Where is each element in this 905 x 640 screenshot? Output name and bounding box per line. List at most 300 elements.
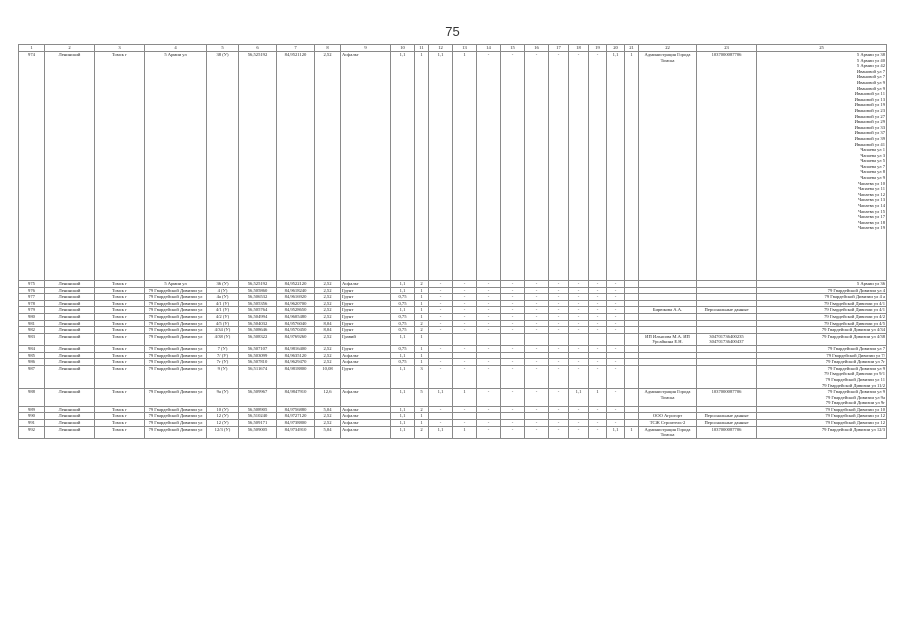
value-cell: - — [549, 320, 569, 327]
row-number: 977 — [19, 294, 45, 301]
area: 2,52 — [315, 307, 341, 314]
value-cell: - — [525, 281, 549, 288]
value-cell: - — [477, 365, 501, 388]
owner — [639, 320, 697, 327]
value-cell: - — [477, 420, 501, 427]
value-cell — [589, 352, 607, 359]
address-line: 79 Гвардейской Дивизии ул 4/1 — [824, 300, 885, 306]
table-body — [19, 52, 887, 439]
column-number: 18 — [569, 45, 589, 52]
value-cell: - — [429, 406, 453, 413]
value-cell: - — [569, 300, 589, 307]
address-line: Чапаева ул 10 — [858, 180, 885, 186]
owner: Администрация Города Томска — [639, 52, 697, 281]
area: 8,04 — [315, 320, 341, 327]
owner: ИП Ильясова М.А. ИП Урсайкина Е.Н. — [639, 333, 697, 345]
house-number: 4 (У) — [207, 287, 239, 294]
owner-id — [697, 352, 757, 359]
value-cell: - — [453, 294, 477, 301]
value-cell: - — [525, 359, 549, 366]
value-cell: 1,1 — [391, 333, 415, 345]
address-line: Ивановой ул 37 — [854, 130, 885, 136]
value-cell: 1,1 — [391, 389, 415, 407]
address-line: Чапаева ул 8 — [860, 169, 885, 175]
value-cell — [525, 333, 549, 345]
latitude: 56,510240 — [239, 413, 277, 420]
address-line: Ивановой ул 39 — [854, 135, 885, 141]
street: 79 Гвардейской Дивизии ул — [145, 320, 207, 327]
value-cell — [625, 287, 639, 294]
value-cell: - — [453, 359, 477, 366]
value-cell: - — [429, 327, 453, 334]
value-cell: - — [607, 300, 625, 307]
area: 2,52 — [315, 333, 341, 345]
value-cell: - — [477, 406, 501, 413]
value-cell — [625, 333, 639, 345]
longitude: 84,9847910 — [277, 389, 315, 407]
addresses — [757, 307, 887, 314]
value-cell: 0,75 — [391, 359, 415, 366]
value-cell: - — [589, 313, 607, 320]
area: 2,52 — [315, 52, 341, 281]
owner — [639, 365, 697, 388]
value-cell: - — [453, 281, 477, 288]
value-cell: - — [569, 426, 589, 438]
surface-type: Грунт — [341, 320, 391, 327]
row-number: 982 — [19, 327, 45, 334]
value-cell: 1 — [415, 313, 429, 320]
latitude: 56,511674 — [239, 365, 277, 388]
value-cell — [625, 406, 639, 413]
table-row — [19, 300, 887, 307]
address-line: 79 Гвардейской Дивизии ул 12 — [825, 420, 885, 426]
address-line: 79 Гвардейской Дивизии ул 4/34 — [821, 327, 885, 333]
value-cell: 1 — [415, 287, 429, 294]
value-cell: - — [429, 307, 453, 314]
address-line: 79 Гвардейской Дивизии ул 7г — [825, 359, 885, 365]
district: Ленинский — [45, 294, 95, 301]
addresses — [757, 300, 887, 307]
value-cell — [525, 352, 549, 359]
value-cell: - — [569, 307, 589, 314]
area: 5,04 — [315, 406, 341, 413]
address-line: Ивановой ул 23 — [854, 107, 885, 113]
latitude: 56,504032 — [239, 320, 277, 327]
street: 79 Гвардейской Дивизии ул — [145, 359, 207, 366]
street: 79 Гвардейской Дивизии ул — [145, 389, 207, 407]
value-cell: 1 — [415, 359, 429, 366]
latitude: 56,507107 — [239, 345, 277, 352]
addresses — [757, 359, 887, 366]
value-cell: 1,1 — [391, 420, 415, 427]
value-cell: - — [477, 327, 501, 334]
column-number: 2 — [45, 45, 95, 52]
value-cell: 1,1 — [391, 352, 415, 359]
value-cell: - — [453, 307, 477, 314]
column-number: 21 — [625, 45, 639, 52]
value-cell: - — [477, 287, 501, 294]
longitude: 84,9616920 — [277, 294, 315, 301]
house-number: 4/2 (У) — [207, 313, 239, 320]
value-cell: - — [607, 281, 625, 288]
address-line: 79 Гвардейской Дивизии ул 4/2 — [824, 313, 885, 319]
surface-type: Грунт — [341, 287, 391, 294]
value-cell: - — [549, 359, 569, 366]
value-cell — [607, 333, 625, 345]
value-cell: - — [453, 300, 477, 307]
latitude: 56,504994 — [239, 313, 277, 320]
city: Томск г — [95, 327, 145, 334]
city: Томск г — [95, 320, 145, 327]
address-line: Ивановой ул 9 — [856, 85, 885, 91]
row-number: 976 — [19, 287, 45, 294]
longitude: 84,9605480 — [277, 313, 315, 320]
table-row — [19, 359, 887, 366]
owner-id — [697, 313, 757, 320]
value-cell — [625, 294, 639, 301]
value-cell: - — [429, 294, 453, 301]
value-cell: - — [525, 426, 549, 438]
owner-id — [697, 287, 757, 294]
column-number: 5 — [207, 45, 239, 52]
latitude: 56,525192 — [239, 281, 277, 288]
surface-type: Асфальт — [341, 352, 391, 359]
value-cell: - — [501, 389, 525, 407]
addresses — [757, 345, 887, 352]
address-line: 79 Гвардейской Дивизии ул 11/2 — [821, 382, 885, 388]
value-cell: 1,1 — [569, 389, 589, 407]
address-line: 5 Армии ул 40 — [856, 57, 885, 63]
house-number: 4а (У) — [207, 294, 239, 301]
value-cell — [453, 413, 477, 420]
value-cell: 2 — [415, 406, 429, 413]
value-cell: - — [607, 406, 625, 413]
district: Ленинский — [45, 426, 95, 438]
column-number: 10 — [391, 45, 415, 52]
value-cell: 1 — [415, 300, 429, 307]
value-cell — [453, 352, 477, 359]
surface-type: Асфальт — [341, 406, 391, 413]
value-cell: - — [589, 320, 607, 327]
address-line: 79 Гвардейской Дивизии ул 12 — [825, 413, 885, 419]
value-cell: - — [549, 327, 569, 334]
value-cell: - — [477, 320, 501, 327]
value-cell: - — [477, 345, 501, 352]
address-line: Чапаева ул 15 — [858, 208, 885, 214]
district: Ленинский — [45, 327, 95, 334]
value-cell: - — [569, 365, 589, 388]
district: Ленинский — [45, 389, 95, 407]
address-line: Чапаева ул 7 — [860, 163, 885, 169]
row-number: 985 — [19, 352, 45, 359]
value-cell: - — [501, 287, 525, 294]
owner — [639, 281, 697, 288]
column-number: 6 — [239, 45, 277, 52]
value-cell: - — [525, 389, 549, 407]
latitude: 56,508905 — [239, 406, 277, 413]
addresses — [757, 52, 887, 281]
longitude: 84,9738800 — [277, 420, 315, 427]
owner-id: 1037000087706 — [697, 426, 757, 438]
row-number: 988 — [19, 389, 45, 407]
value-cell: - — [501, 359, 525, 366]
value-cell: 2 — [415, 426, 429, 438]
surface-type: Асфальт — [341, 359, 391, 366]
longitude: 84,9816400 — [277, 345, 315, 352]
value-cell: - — [501, 294, 525, 301]
value-cell: - — [477, 294, 501, 301]
value-cell — [625, 420, 639, 427]
address-line: Ивановой ул 19 — [854, 102, 885, 108]
value-cell — [625, 327, 639, 334]
value-cell: - — [569, 327, 589, 334]
address-line: 79 Гвардейской Дивизии ул 11 — [825, 376, 885, 382]
street: 79 Гвардейской Дивизии ул — [145, 287, 207, 294]
column-number: 15 — [501, 45, 525, 52]
city: Томск г — [95, 359, 145, 366]
area: 2,52 — [315, 352, 341, 359]
address-line: 79 Гвардейской Дивизии ул 9 — [827, 365, 885, 371]
house-number: 4/34 (У) — [207, 327, 239, 334]
owner-id: 1037000087706 — [697, 389, 757, 407]
value-cell: - — [569, 313, 589, 320]
value-cell: - — [549, 345, 569, 352]
area: 2,52 — [315, 281, 341, 288]
value-cell: - — [477, 359, 501, 366]
address-line: 79 Гвардейской Дивизии ул 7/ — [826, 352, 885, 358]
value-cell: - — [549, 313, 569, 320]
owner: Бирюкова А.А. — [639, 307, 697, 314]
surface-type: Грунт — [341, 300, 391, 307]
addresses — [757, 313, 887, 320]
table-row — [19, 294, 887, 301]
addresses — [757, 320, 887, 327]
owner — [639, 406, 697, 413]
value-cell: 1 — [625, 52, 639, 281]
house-number: 4/1 (У) — [207, 300, 239, 307]
owner — [639, 352, 697, 359]
street: 79 Гвардейской Дивизии ул — [145, 420, 207, 427]
surface-type: Грунт — [341, 313, 391, 320]
value-cell: 1 — [415, 52, 429, 281]
value-cell: 2 — [415, 320, 429, 327]
register-table — [18, 44, 887, 439]
value-cell: - — [453, 313, 477, 320]
value-cell — [625, 313, 639, 320]
city: Томск г — [95, 52, 145, 281]
column-number: 14 — [477, 45, 501, 52]
owner-id: 1037000087706 — [697, 52, 757, 281]
row-number: 978 — [19, 300, 45, 307]
value-cell: - — [607, 365, 625, 388]
value-cell — [549, 413, 569, 420]
column-number: 16 — [525, 45, 549, 52]
city: Томск г — [95, 307, 145, 314]
value-cell: - — [607, 345, 625, 352]
value-cell: - — [501, 281, 525, 288]
district: Ленинский — [45, 281, 95, 288]
value-cell: - — [607, 307, 625, 314]
value-cell: - — [429, 320, 453, 327]
city: Томск г — [95, 313, 145, 320]
address-line: Ивановой ул 33 — [854, 124, 885, 130]
city: Томск г — [95, 420, 145, 427]
value-cell: - — [477, 52, 501, 281]
value-cell: 1 — [415, 294, 429, 301]
address-line: 5 Армии ул 36 — [856, 281, 885, 286]
address-line: Чапаева ул 17 — [858, 214, 885, 220]
address-line: Чапаева ул 18 — [858, 219, 885, 225]
street: 79 Гвардейской Дивизии ул — [145, 294, 207, 301]
value-cell: - — [501, 365, 525, 388]
latitude: 56,506532 — [239, 294, 277, 301]
value-cell: - — [501, 406, 525, 413]
owner-id — [697, 345, 757, 352]
table-row — [19, 365, 887, 388]
value-cell — [549, 333, 569, 345]
district: Ленинский — [45, 413, 95, 420]
value-cell: - — [569, 281, 589, 288]
addresses — [757, 327, 887, 334]
value-cell: - — [453, 327, 477, 334]
row-number: 987 — [19, 365, 45, 388]
area: 2,52 — [315, 345, 341, 352]
value-cell — [501, 413, 525, 420]
value-cell: 1 — [453, 389, 477, 407]
value-cell: - — [549, 281, 569, 288]
address-line: 79 Гвардейской Дивизии ул 4/38 — [821, 333, 885, 339]
value-cell: - — [607, 359, 625, 366]
value-cell: 1 — [589, 389, 607, 407]
latitude: 56,508322 — [239, 333, 277, 345]
value-cell: - — [589, 287, 607, 294]
value-cell: 1,1 — [391, 426, 415, 438]
row-number: 991 — [19, 420, 45, 427]
value-cell: - — [569, 420, 589, 427]
owner-id — [697, 406, 757, 413]
house-number: 4/1 (У) — [207, 307, 239, 314]
house-number: 7 (У) — [207, 345, 239, 352]
area: 5,04 — [315, 426, 341, 438]
surface-type: Грунт — [341, 294, 391, 301]
value-cell: - — [569, 52, 589, 281]
value-cell: - — [569, 287, 589, 294]
longitude: 84,9576040 — [277, 320, 315, 327]
column-number: 20 — [607, 45, 625, 52]
owner: ООО Агрогорт — [639, 413, 697, 420]
longitude: 84,9570450 — [277, 327, 315, 334]
house-number: 7г (У) — [207, 359, 239, 366]
value-cell: - — [501, 300, 525, 307]
column-number: 7 — [277, 45, 315, 52]
value-cell: - — [429, 365, 453, 388]
value-cell: - — [589, 327, 607, 334]
table-row — [19, 413, 887, 420]
owner-id: 304701736400235 304701736400437 — [697, 333, 757, 345]
latitude: 56,503099 — [239, 352, 277, 359]
surface-type: Асфальт — [341, 413, 391, 420]
address-line: 79 Гвардейской Дивизии ул 4 — [827, 287, 885, 293]
value-cell — [429, 352, 453, 359]
column-number: 23 — [697, 45, 757, 52]
value-cell — [589, 413, 607, 420]
value-cell — [477, 333, 501, 345]
value-cell: - — [525, 294, 549, 301]
district: Ленинский — [45, 307, 95, 314]
street: 79 Гвардейской Дивизии ул — [145, 300, 207, 307]
address-line: Ивановой ул 7 — [856, 68, 885, 74]
owner-id — [697, 327, 757, 334]
owner — [639, 300, 697, 307]
district: Ленинский — [45, 320, 95, 327]
value-cell: - — [525, 307, 549, 314]
value-cell: - — [607, 320, 625, 327]
row-number: 986 — [19, 359, 45, 366]
value-cell — [429, 333, 453, 345]
value-cell: - — [501, 307, 525, 314]
table-row — [19, 345, 887, 352]
value-cell: - — [607, 420, 625, 427]
value-cell: - — [453, 365, 477, 388]
address-line: Чапаева ул 5 — [860, 158, 885, 164]
city: Томск г — [95, 413, 145, 420]
street: 5 Армии ул — [145, 52, 207, 281]
value-cell: - — [429, 420, 453, 427]
surface-type: Асфальт — [341, 420, 391, 427]
value-cell — [625, 352, 639, 359]
value-cell: 1,1 — [391, 281, 415, 288]
value-cell: 1 — [415, 352, 429, 359]
address-line: Ивановой ул 11 — [854, 91, 885, 97]
address-line: 79 Гвардейской Дивизии ул 4 а — [824, 294, 885, 300]
area: 2,52 — [315, 420, 341, 427]
addresses — [757, 406, 887, 413]
column-number: 11 — [415, 45, 429, 52]
value-cell — [625, 345, 639, 352]
value-cell: - — [453, 406, 477, 413]
addresses — [757, 420, 887, 427]
district: Ленинский — [45, 333, 95, 345]
value-cell: 1,1 — [391, 365, 415, 388]
street: 79 Гвардейской Дивизии ул — [145, 333, 207, 345]
table-row — [19, 313, 887, 320]
table-row — [19, 426, 887, 438]
value-cell: - — [477, 313, 501, 320]
address-line: Ивановой ул 9 — [856, 79, 885, 85]
addresses — [757, 365, 887, 388]
house-number: 4/5 (У) — [207, 320, 239, 327]
value-cell: 3 — [415, 365, 429, 388]
address-line: 5 Армии ул 42 — [856, 63, 885, 69]
value-cell — [625, 300, 639, 307]
value-cell: - — [525, 287, 549, 294]
address-line: Ивановой ул 41 — [854, 141, 885, 147]
city: Томск г — [95, 352, 145, 359]
address-line: Чапаева ул 14 — [858, 203, 885, 209]
owner — [639, 294, 697, 301]
address-line: 79 Гвардейской Дивизии ул 10 — [825, 406, 885, 412]
district: Ленинский — [45, 352, 95, 359]
city: Томск г — [95, 300, 145, 307]
district: Ленинский — [45, 52, 95, 281]
district: Ленинский — [45, 287, 95, 294]
city: Томск г — [95, 333, 145, 345]
value-cell: 0,75 — [391, 345, 415, 352]
value-cell: - — [501, 426, 525, 438]
surface-type: Асфальт — [341, 426, 391, 438]
value-cell: 1 — [625, 426, 639, 438]
district: Ленинский — [45, 345, 95, 352]
